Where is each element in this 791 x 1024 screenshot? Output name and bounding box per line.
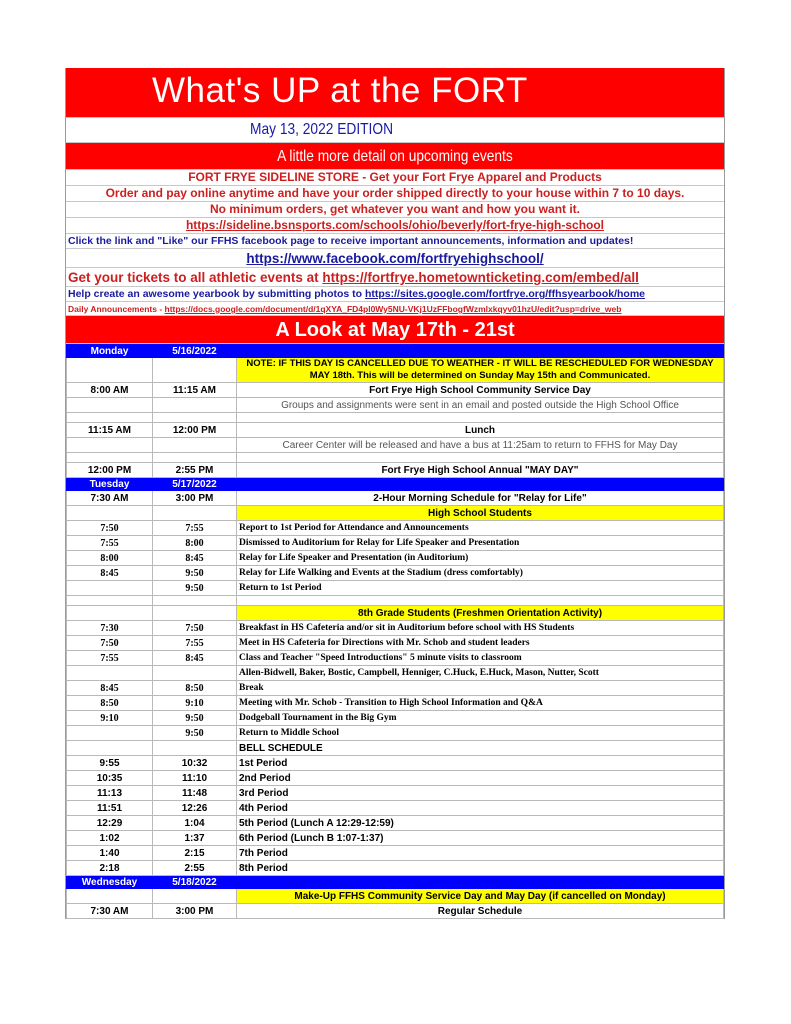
end-time: 2:55 PM: [153, 463, 237, 478]
start-time: 11:51: [67, 801, 153, 816]
end-time: 10:32: [153, 756, 237, 771]
event-title: Fort Frye High School Annual "MAY DAY": [237, 463, 724, 478]
table-row: [67, 756, 724, 771]
schedule-item: Report to 1st Period for Attendance and Announcements: [237, 521, 724, 536]
end-time: 1:04: [153, 816, 237, 831]
start-time: 7:50: [67, 636, 153, 651]
table-row: [67, 423, 724, 438]
start-time: 7:30: [67, 621, 153, 636]
yearbook-row: [66, 287, 724, 302]
tickets-text: Get your tickets to all athletic events at: [68, 270, 323, 285]
end-time: 12:26: [153, 801, 237, 816]
start-time: 11:15 AM: [67, 423, 153, 438]
day-row-tuesday: [67, 478, 724, 491]
table-row: [67, 398, 724, 413]
table-row: [67, 771, 724, 786]
day-label: Wednesday: [67, 876, 153, 889]
start-time: 10:35: [67, 771, 153, 786]
start-time: 9:10: [67, 711, 153, 726]
schedule-item: Break: [237, 681, 724, 696]
period-name: 1st Period: [237, 756, 724, 771]
schedule-item: Relay for Life Speaker and Presentation (in Auditorium): [237, 551, 724, 566]
section-header-row: [67, 506, 724, 521]
store-line-2: No minimum orders, get whatever you want and how you want it.: [66, 202, 724, 218]
schedule-item: Allen-Bidwell, Baker, Bostic, Campbell, Henniger, C.Huck, E.Huck, Mason, Nutter, Scott: [237, 666, 724, 681]
table-row: [67, 551, 724, 566]
makeup-header: Make-Up FFHS Community Service Day and May Day (if cancelled on Monday): [237, 889, 724, 904]
section-header-row: [67, 889, 724, 904]
table-row: [67, 786, 724, 801]
table-row: [67, 536, 724, 551]
table-row: [67, 521, 724, 536]
table-row: [67, 491, 724, 506]
end-time: 2:55: [153, 861, 237, 876]
grade8-header: 8th Grade Students (Freshmen Orientation Activity): [237, 606, 724, 621]
end-time: 9:50: [153, 581, 237, 596]
announcements-text: Daily Announcements -: [68, 304, 165, 314]
end-time: 8:45: [153, 651, 237, 666]
tickets-row: [66, 268, 724, 287]
table-row: [67, 696, 724, 711]
end-time: 1:37: [153, 831, 237, 846]
schedule-item: Return to 1st Period: [237, 581, 724, 596]
end-time: 7:50: [153, 621, 237, 636]
start-time: 7:55: [67, 651, 153, 666]
event-detail: Career Center will be released and have a bus at 11:25am to return to FFHS for May Day: [237, 438, 724, 453]
store-link-row: [66, 218, 724, 234]
facebook-link-row: [66, 249, 724, 268]
end-time: 9:50: [153, 711, 237, 726]
end-time: 8:00: [153, 536, 237, 551]
end-time: 3:00 PM: [153, 491, 237, 506]
start-time: [67, 581, 153, 596]
schedule-item: Return to Middle School: [237, 726, 724, 741]
schedule-item: Breakfast in HS Cafeteria and/or sit in Auditorium before school with HS Students: [237, 621, 724, 636]
schedule-item: Dismissed to Auditorium for Relay for Life Speaker and Presentation: [237, 536, 724, 551]
end-time: 9:50: [153, 566, 237, 581]
end-time: 3:00 PM: [153, 904, 237, 919]
hs-students-header: High School Students: [237, 506, 724, 521]
table-row: [67, 831, 724, 846]
table-row: [67, 861, 724, 876]
day-label: Monday: [67, 345, 153, 358]
table-row: [67, 846, 724, 861]
schedule-table: [66, 344, 724, 919]
end-time: 7:55: [153, 636, 237, 651]
start-time: 7:30 AM: [67, 904, 153, 919]
section-header-row: [67, 741, 724, 756]
period-name: 8th Period: [237, 861, 724, 876]
newsletter-sheet: [65, 68, 725, 919]
start-time: 8:00 AM: [67, 383, 153, 398]
table-row: [67, 681, 724, 696]
store-title: FORT FRYE SIDELINE STORE - Get your Fort Frye Apparel and Products: [66, 170, 724, 186]
day-row-wednesday: [67, 876, 724, 889]
start-time: 7:50: [67, 521, 153, 536]
day-row-monday: [67, 345, 724, 358]
start-time: 9:55: [67, 756, 153, 771]
end-time: 8:50: [153, 681, 237, 696]
section-header-row: [67, 606, 724, 621]
period-name: 2nd Period: [237, 771, 724, 786]
look-title: A Look at May 17th - 21st: [275, 319, 515, 341]
end-time: 7:55: [153, 521, 237, 536]
end-time: 8:45: [153, 551, 237, 566]
table-row: [67, 383, 724, 398]
schedule-item: Dodgeball Tournament in the Big Gym: [237, 711, 724, 726]
period-name: 3rd Period: [237, 786, 724, 801]
edition-date: May 13, 2022 EDITION: [250, 121, 394, 138]
start-time: 11:13: [67, 786, 153, 801]
start-time: 2:18: [67, 861, 153, 876]
day-date: 5/16/2022: [153, 345, 237, 358]
event-title: Lunch: [237, 423, 724, 438]
start-time: [67, 666, 153, 681]
period-name: 6th Period (Lunch B 1:07-1:37): [237, 831, 724, 846]
schedule-item: Relay for Life Walking and Events at the Stadium (dress comfortably): [237, 566, 724, 581]
period-name: 4th Period: [237, 801, 724, 816]
start-time: 8:00: [67, 551, 153, 566]
newsletter-title: What's UP at the FORT: [152, 71, 528, 110]
end-time: [153, 666, 237, 681]
start-time: 8:45: [67, 566, 153, 581]
weather-note: NOTE: IF THIS DAY IS CANCELLED DUE TO WEATHER - IT WILL BE RESCHEDULED FOR WEDNESDAY MAY 18th. This will be determined on Sunday May 15th and Communicated.: [237, 358, 724, 383]
table-row: [67, 651, 724, 666]
start-time: 12:29: [67, 816, 153, 831]
start-time: [67, 726, 153, 741]
event-title: 2-Hour Morning Schedule for "Relay for Life": [237, 491, 724, 506]
end-time: 9:10: [153, 696, 237, 711]
start-time: 1:40: [67, 846, 153, 861]
announcements-row: [66, 302, 724, 316]
table-row: [67, 726, 724, 741]
table-row: [67, 711, 724, 726]
subtitle: A little more detail on upcoming events: [277, 148, 513, 165]
table-row: [67, 636, 724, 651]
start-time: 7:30 AM: [67, 491, 153, 506]
table-row: [67, 581, 724, 596]
store-link[interactable]: https://sideline.bsnsports.com/schools/ohio/beverly/fort-frye-high-school: [185, 218, 605, 232]
tickets-link[interactable]: https://fortfrye.hometownticketing.com/embed/all: [322, 270, 639, 285]
store-line-1: Order and pay online anytime and have your order shipped directly to your house within 7 to 10 days.: [66, 186, 724, 202]
end-time: 9:50: [153, 726, 237, 741]
look-banner: [66, 316, 724, 344]
table-row: [67, 463, 724, 478]
facebook-link[interactable]: https://www.facebook.com/fortfryehighschool/: [246, 251, 544, 266]
start-time: 1:02: [67, 831, 153, 846]
start-time: 12:00 PM: [67, 463, 153, 478]
period-name: 5th Period (Lunch A 12:29-12:59): [237, 816, 724, 831]
announcements-link[interactable]: https://docs.google.com/document/d/1qXYA_FD4pI0Wy5NU-VKj1UzFFbogfWzmlxkqyv01hzU/edit?usp=drive_web: [164, 304, 622, 314]
end-time: 11:15 AM: [153, 383, 237, 398]
schedule-item: Meeting with Mr. Schob - Transition to High School Information and Q&A: [237, 696, 724, 711]
edition-banner: [66, 118, 724, 143]
day-label: Tuesday: [67, 478, 153, 491]
end-time: 2:15: [153, 846, 237, 861]
table-row: [67, 566, 724, 581]
table-row: [67, 666, 724, 681]
period-name: 7th Period: [237, 846, 724, 861]
subtitle-banner: [66, 143, 724, 170]
start-time: 8:45: [67, 681, 153, 696]
yearbook-text: Help create an awesome yearbook by submitting photos to: [68, 288, 365, 300]
facebook-text: Click the link and "Like" our FFHS facebook page to receive important announcements, information and updates!: [66, 234, 724, 249]
day-date: 5/18/2022: [153, 876, 237, 889]
table-row: [67, 816, 724, 831]
monday-note-row: [67, 358, 724, 383]
event-detail: Groups and assignments were sent in an email and posted outside the High School Office: [237, 398, 724, 413]
table-row: [67, 904, 724, 919]
table-row: [67, 621, 724, 636]
end-time: 11:10: [153, 771, 237, 786]
table-row: [67, 438, 724, 453]
schedule-item: Meet in HS Cafeteria for Directions with Mr. Schob and student leaders: [237, 636, 724, 651]
bell-schedule-header: BELL SCHEDULE: [237, 741, 724, 756]
day-date: 5/17/2022: [153, 478, 237, 491]
start-time: 7:55: [67, 536, 153, 551]
schedule-item: Class and Teacher "Speed Introductions" 5 minute visits to classroom: [237, 651, 724, 666]
event-title: Regular Schedule: [237, 904, 724, 919]
title-banner: [66, 68, 724, 118]
start-time: 8:50: [67, 696, 153, 711]
end-time: 11:48: [153, 786, 237, 801]
event-title: Fort Frye High School Community Service Day: [237, 383, 724, 398]
blank-row: [67, 596, 724, 606]
yearbook-link[interactable]: https://sites.google.com/fortfrye.org/ffhsyearbook/home: [364, 288, 646, 300]
end-time: 12:00 PM: [153, 423, 237, 438]
table-row: [67, 801, 724, 816]
